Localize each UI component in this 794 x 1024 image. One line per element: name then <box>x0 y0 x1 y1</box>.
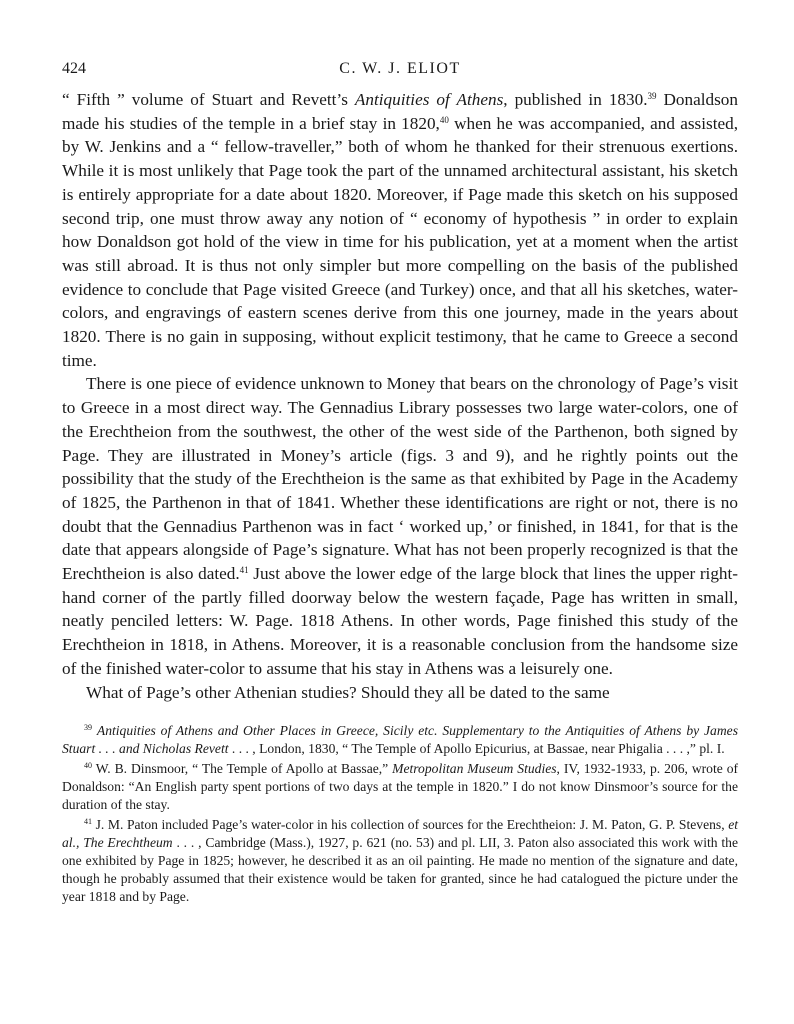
footnote-41: $^{41}$ J. M. Paton included Page’s water-color in his collection of sources for the Erechtheion: J. M. Paton, G. P. Stevens, et al., The Erechtheum . . . , Cambridge (Mass.), 1927, p. 621 (no. 53) and pl. LII, 3. Paton also associated this work with the one exhibited by Page in 1825; however, he described it as an oil painting. He made no mention of the signature and date, though he probably assumed that their existence would be taken for granted, since he had catalogued the picture under the year 1818 and by Page. <box>62 817 738 905</box>
footnote-ref[interactable]: 41 <box>239 565 249 576</box>
footnote-number: 41 <box>84 817 92 827</box>
running-head: C. W. J. ELIOT <box>339 60 461 77</box>
footnote-39: $^{39}$ Antiquities of Athens and Other Places in Greece, Sicily etc. Supplementary to the Antiquities of Athens by James Stuart . . . and Nicholas Revett . . . , London, 1830, “ The Temple of Apollo Epicurius, at Bassae, near Phigalia . . . ,” pl. I. <box>62 723 738 757</box>
page-header <box>62 56 738 82</box>
footnote-number: 40 <box>84 761 92 771</box>
paragraph-2: There is one piece of evidence unknown to Money that bears on the chronology of Page’s visit to Greece in a most direct way. The Gennadius Library possesses two large water-colors, one of the Erechtheion from the southwest, the other of the west side of the Parthenon, both signed by Page. They are illustrated in Money’s article (figs. 3 and 9), and he rightly points out the possibility that the study of the Erechtheion is the same as that exhibited by Page in the Academy of 1825, the Parthenon in that of 1841. Whether these identifications are right or not, there is no doubt that the Gennadius Parthenon was in fact ‘ worked up,’ or finished, in 1841, for that is the date that appears alongside of Page’s signature. What has not been properly recognized is that the Erechtheion is also dated.$^{41}$ Just above the lower edge of the large block that lines the upper right-hand corner of the partly filled doorway below the western façade, Page has written in small, neatly penciled letters: W. Page. 1818 Athens. In other words, Page finished this study of the Erechtheion in 1818, in Athens. Moreover, it is a reasonable conclusion from the handsome size of the finished water-color to assume that his stay in Athens was a leisurely one. <box>62 374 739 678</box>
footnote-number: 39 <box>84 723 92 733</box>
body-text <box>62 88 738 704</box>
footnote-ref[interactable]: 40 <box>439 114 449 125</box>
paragraph-1: “ Fifth ” volume of Stuart and Revett’s Antiquities of Athens, published in 1830.39 Donaldson made his studies of the temple in a brief stay in 1820,40 when he was accompanied, and assisted, by W. Jenkins and a “ fellow-traveller,” both of whom he thanked for their strenuous exertions. While it is most unlikely that Page took the part of the unnamed architectural assistant, his sketch is entirely appropriate for a date about 1820. Moreover, if Page made this sketch on his supposed second trip, one must throw away any notion of “ economy of hypothesis ” in order to explain how Donaldson got hold of the view in time for his publication, yet at a moment when the artist was still abroad. It is thus not only simpler but more compelling on the basis of the published evidence to conclude that Page visited Greece (and Turkey) once, and that all his sketches, water-colors, and engravings of eastern scenes derive from this one journey, made in the years about 1820. There is no gain in supposing, without explicit testimony, that he came to Greece a second time. <box>62 90 738 370</box>
page <box>62 56 738 908</box>
paragraph-3: What of Page’s other Athenian studies? Should they all be dated to the same <box>86 682 610 702</box>
page-number: 424 <box>62 60 86 77</box>
footnote-ref[interactable]: 39 <box>647 91 657 101</box>
footnotes <box>62 722 738 906</box>
footnote-40: $^{40}$ W. B. Dinsmoor, “ The Temple of Apollo at Bassae,” Metropolitan Museum Studies, IV, 1932-1933, p. 206, wrote of Donaldson: “An English party spent portions of two days at the temple in 1820.” I do not know Dinsmoor’s source for the duration of the stay. <box>62 761 739 813</box>
book-title: Antiquities of Athens <box>354 90 504 109</box>
